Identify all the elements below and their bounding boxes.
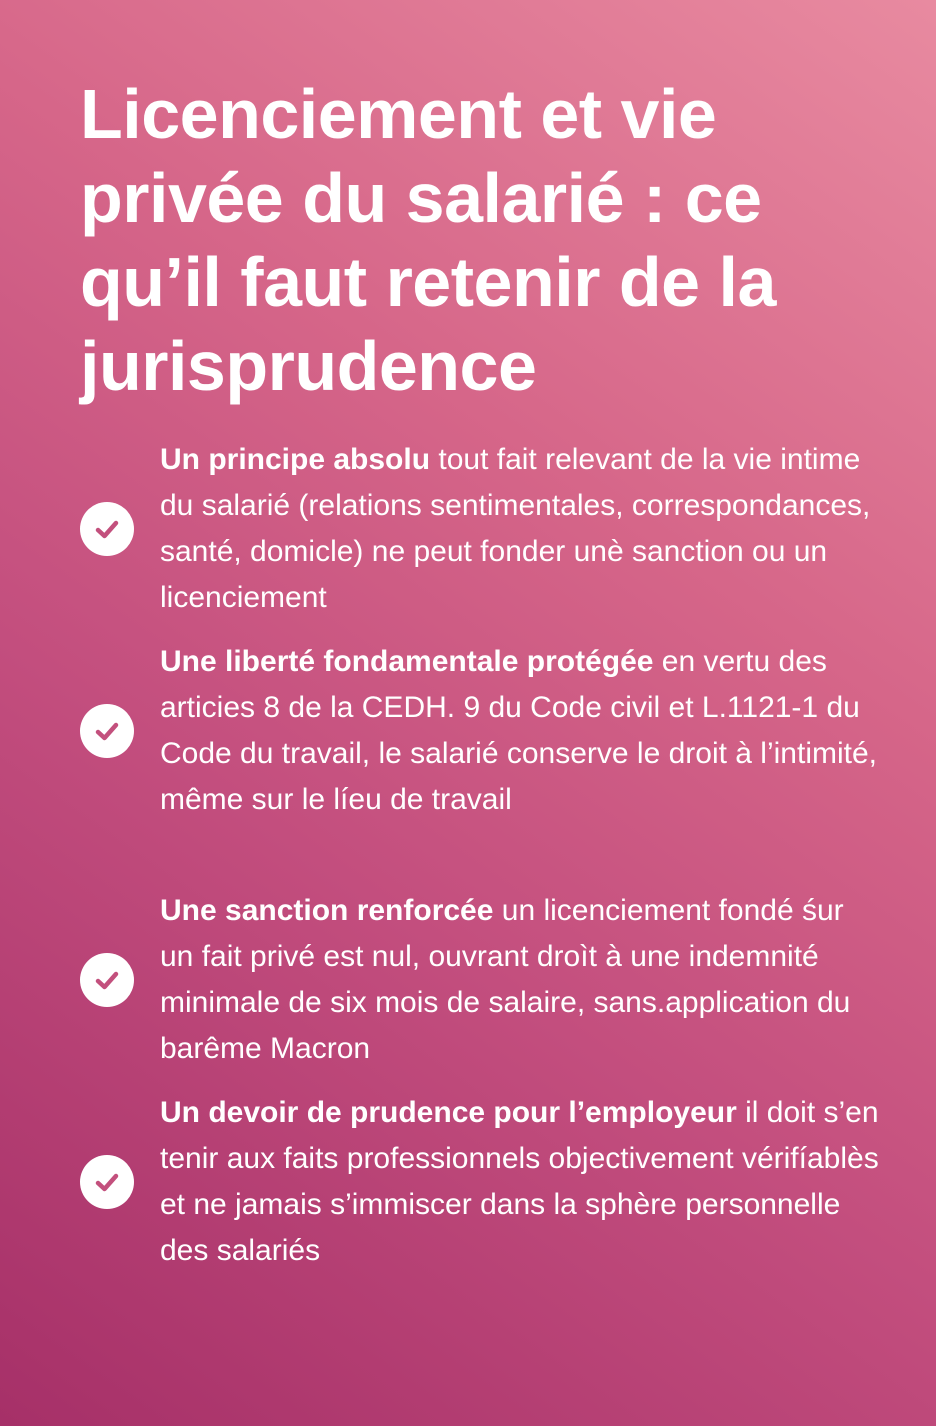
- list-item: [80, 1090, 880, 1274]
- point-lead: Un principe absolu: [160, 443, 431, 476]
- point-lead: Un devoir de prudence pour l’employeur: [160, 1096, 737, 1129]
- point-body: un licenciement fondé śur un fait privé est nul, ouvrant droìt à une indemnité minimale de six mois de salaire, sans.application du barême Macron: [160, 894, 851, 1065]
- point-text: [160, 1090, 880, 1274]
- point-body: en vertu des articies 8 de la CEDH. 9 du Code civil et L.1121-1 du Code du travail, le salarié conserve le droit à l’intimité, même sur le líeu de travail: [160, 645, 877, 816]
- point-text: [160, 888, 880, 1072]
- page-title: Licenciement et vie privée du salarié : ce qu’il faut retenir de la jurisprudence: [80, 75, 776, 405]
- check-circle-icon: [80, 704, 134, 758]
- point-lead: Une sanction renforcée: [160, 894, 494, 927]
- point-lead: Une liberté fondamentale protégée: [160, 645, 654, 678]
- point-body: tout fait relevant de la vie intime du salarié (relations sentimentales, correspondances, santé, domicle) ne peut fonder unè sanction ou un licenciement: [160, 443, 871, 614]
- list-item: [80, 888, 880, 1072]
- check-circle-icon: [80, 1155, 134, 1209]
- point-text: [160, 639, 880, 823]
- point-body: il doit s’en tenir aux faits professionnels objectivement vérifíablès et ne jamais s’immiscer dans la sphère personnelle des salariés: [160, 1096, 879, 1267]
- list-item: [80, 437, 880, 621]
- check-circle-icon: [80, 953, 134, 1007]
- list-item: [80, 639, 880, 823]
- point-text: [160, 437, 880, 621]
- check-circle-icon: [80, 502, 134, 556]
